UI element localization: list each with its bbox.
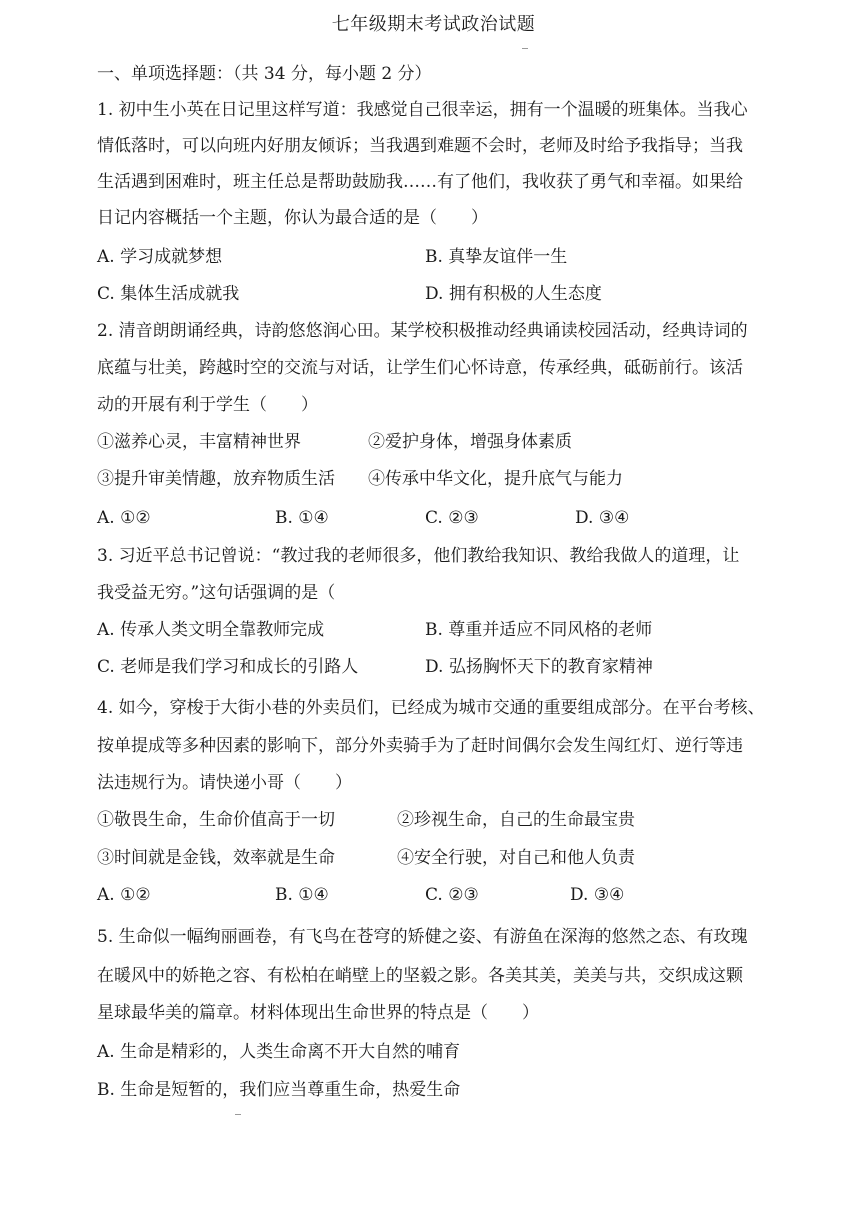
q3-option-b: B. 尊重并适应不同风格的老师 [425,620,653,640]
q2-line-3: 动的开展有利于学生（ ） [97,395,318,415]
q2-option-d: D. ③④ [575,508,630,528]
q3-option-c: C. 老师是我们学习和成长的引路人 [97,657,359,677]
exam-title: 七年级期末考试政治试题 [331,14,536,35]
q1-line-4: 日记内容概括一个主题，你认为最合适的是（ ） [97,208,488,228]
q2-statement-2: ②爱护身体，增强身体素质 [368,432,572,452]
q1-option-a: A. 学习成就梦想 [97,247,223,267]
q4-line-2: 按单提成等多种因素的影响下，部分外卖骑手为了赶时间偶尔会发生闯红灯、逆行等违 [97,736,743,756]
q3-line-2: 我受益无穷。”这句话强调的是（ [97,583,336,603]
q2-statement-1: ①滋养心灵，丰富精神世界 [97,432,301,452]
q1-line-1: 1. 初中生小英在日记里这样写道：我感觉自己很幸运，拥有一个温暖的班集体。当我心 [97,100,748,120]
q4-option-c: C. ②③ [425,885,479,905]
q4-option-b: B. ①④ [275,885,329,905]
q2-option-c: C. ②③ [425,508,479,528]
q4-line-3: 法违规行为。请快递小哥（ ） [97,773,352,793]
q5-option-b: B. 生命是短暂的，我们应当尊重生命，热爱生命 [97,1080,461,1100]
section-heading: 一、单项选择题：（共 34 分，每小题 2 分） [97,64,432,84]
q4-line-1: 4. 如今，穿梭于大街小巷的外卖员们，已经成为城市交通的重要组成部分。在平台考核、 [97,698,765,718]
q2-statement-3: ③提升审美情趣，放弃物质生活 [97,469,335,489]
q3-option-d: D. 弘扬胸怀天下的教育家精神 [425,657,653,677]
scan-speck [522,48,528,49]
q5-option-a: A. 生命是精彩的，人类生命离不开大自然的哺育 [97,1042,461,1062]
q2-line-2: 底蕴与壮美，跨越时空的交流与对话，让学生们心怀诗意，传承经典，砥砺前行。该活 [97,358,743,378]
q4-option-d: D. ③④ [570,885,625,905]
q4-statement-1: ①敬畏生命，生命价值高于一切 [97,810,335,830]
q4-statement-4: ④安全行驶，对自己和他人负责 [397,848,635,868]
q5-line-1: 5. 生命似一幅绚丽画卷，有飞鸟在苍穹的矫健之姿、有游鱼在深海的悠然之态、有玫瑰 [97,927,748,947]
q3-option-a: A. 传承人类文明全靠教师完成 [97,620,325,640]
q5-line-2: 在暖风中的娇艳之容、有松柏在峭壁上的坚毅之影。各美其美，美美与共，交织成这颗 [97,966,743,986]
q1-option-d: D. 拥有积极的人生态度 [425,284,602,304]
q2-line-1: 2. 清音朗朗诵经典，诗韵悠悠润心田。某学校积极推动经典诵读校园活动，经典诗词的 [97,321,748,341]
q4-statement-3: ③时间就是金钱，效率就是生命 [97,848,335,868]
q3-line-1: 3. 习近平总书记曾说：“教过我的老师很多，他们教给我知识、教给我做人的道理，让 [97,546,740,566]
q4-statement-2: ②珍视生命，自己的生命最宝贵 [397,810,635,830]
scan-speck [235,1114,241,1115]
q2-statement-4: ④传承中华文化，提升底气与能力 [368,469,623,489]
q5-line-3: 星球最华美的篇章。材料体现出生命世界的特点是（ ） [97,1003,539,1023]
q4-option-a: A. ①② [97,885,151,905]
q2-option-a: A. ①② [97,508,151,528]
q1-line-2: 情低落时，可以向班内好朋友倾诉；当我遇到难题不会时，老师及时给予我指导；当我 [97,136,743,156]
q1-option-c: C. 集体生活成就我 [97,284,240,304]
q1-line-3: 生活遇到困难时，班主任总是帮助鼓励我……有了他们，我收获了勇气和幸福。如果给 [97,172,743,192]
q1-option-b: B. 真挚友谊伴一生 [425,247,568,267]
q2-option-b: B. ①④ [275,508,329,528]
